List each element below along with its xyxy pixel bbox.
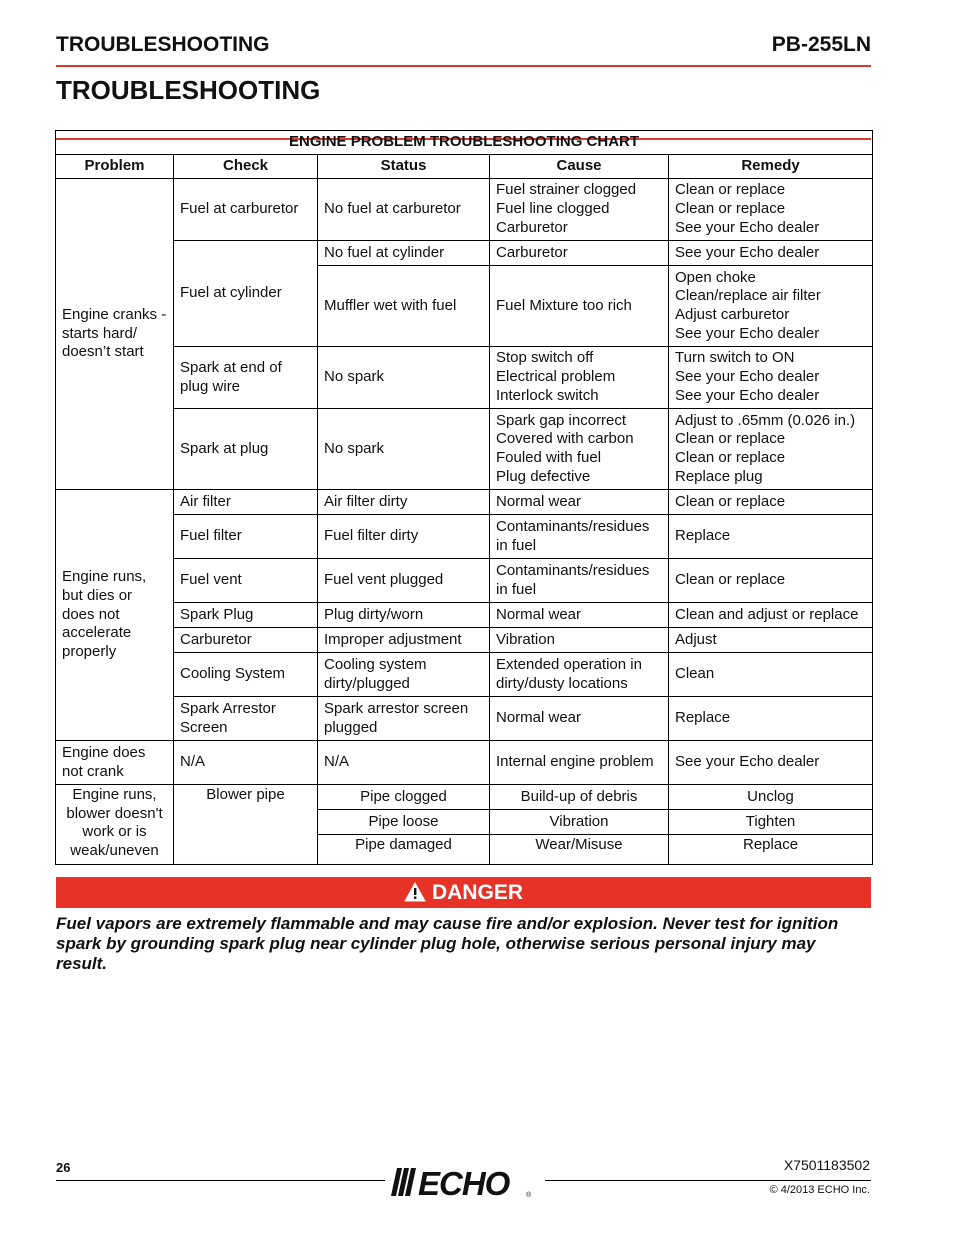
cause-cell: Vibration bbox=[490, 810, 669, 835]
remedy-cell: Replace bbox=[669, 515, 873, 559]
cause-cell: Internal engine problem bbox=[490, 741, 669, 785]
status-cell: Pipe clogged bbox=[318, 785, 490, 810]
document-number: X7501183502 bbox=[783, 1157, 870, 1173]
table-row bbox=[56, 409, 873, 490]
column-header: Remedy bbox=[669, 155, 873, 179]
remedy-cell: See your Echo dealer bbox=[669, 241, 873, 266]
table-row bbox=[56, 241, 873, 266]
check-cell: Fuel filter bbox=[174, 515, 318, 559]
status-cell: No spark bbox=[318, 409, 490, 490]
status-cell: Pipe damaged bbox=[318, 835, 490, 865]
cause-cell: Fuel strainer clogged Fuel line clogged Carburetor bbox=[490, 179, 669, 241]
danger-message: Fuel vapors are extremely flammable and may cause fire and/or explosion. Never test for ignition spark by grounding spark plug near cylinder plug hole, otherwise serious personal injury may result. bbox=[56, 914, 839, 973]
cause-cell: Carburetor bbox=[490, 241, 669, 266]
check-cell: Carburetor bbox=[174, 628, 318, 653]
problem-cell: Engine cranks - starts hard/ doesn’t start bbox=[56, 179, 174, 490]
problem-cell: Engine runs, but dies or does not accelerate properly bbox=[56, 490, 174, 741]
cause-cell: Normal wear bbox=[490, 490, 669, 515]
remedy-cell: Clean or replace bbox=[669, 559, 873, 603]
cause-cell: Extended operation in dirty/dusty locations bbox=[490, 653, 669, 697]
check-cell: Fuel at cylinder bbox=[174, 241, 318, 347]
table-row bbox=[56, 559, 873, 603]
chart-title: ENGINE PROBLEM TROUBLESHOOTING CHART bbox=[56, 131, 873, 155]
remedy-cell: Clean bbox=[669, 653, 873, 697]
svg-text:ECHO: ECHO bbox=[418, 1165, 510, 1201]
status-cell: Improper adjustment bbox=[318, 628, 490, 653]
column-header: Check bbox=[174, 155, 318, 179]
status-cell: No fuel at cylinder bbox=[318, 241, 490, 266]
check-cell: Air filter bbox=[174, 490, 318, 515]
cause-cell: Stop switch off Electrical problem Interlock switch bbox=[490, 347, 669, 409]
remedy-cell: Tighten bbox=[669, 810, 873, 835]
check-cell: Spark at plug bbox=[174, 409, 318, 490]
cause-cell: Contaminants/residues in fuel bbox=[490, 515, 669, 559]
danger-banner bbox=[56, 877, 871, 908]
remedy-cell: Unclog bbox=[669, 785, 873, 810]
page-header bbox=[56, 31, 871, 67]
remedy-cell: Turn switch to ON See your Echo dealer See your Echo dealer bbox=[669, 347, 873, 409]
cause-cell: Vibration bbox=[490, 628, 669, 653]
check-cell: Spark Arrestor Screen bbox=[174, 697, 318, 741]
cause-cell: Normal wear bbox=[490, 603, 669, 628]
table-row bbox=[56, 603, 873, 628]
remedy-cell: Clean or replace Clean or replace See your Echo dealer bbox=[669, 179, 873, 241]
check-cell: Fuel at carburetor bbox=[174, 179, 318, 241]
status-cell: Cooling system dirty/plugged bbox=[318, 653, 490, 697]
cause-cell: Wear/Misuse bbox=[490, 835, 669, 865]
status-cell: No fuel at carburetor bbox=[318, 179, 490, 241]
remedy-cell: See your Echo dealer bbox=[669, 741, 873, 785]
table-row bbox=[56, 785, 873, 810]
check-cell: Spark at end of plug wire bbox=[174, 347, 318, 409]
table-row bbox=[56, 653, 873, 697]
status-cell: Spark arrestor screen plugged bbox=[318, 697, 490, 741]
cause-cell: Normal wear bbox=[490, 697, 669, 741]
echo-logo bbox=[385, 1163, 545, 1201]
cause-cell: Build-up of debris bbox=[490, 785, 669, 810]
check-cell: Spark Plug bbox=[174, 603, 318, 628]
page-number: 26 bbox=[56, 1160, 71, 1175]
status-cell: N/A bbox=[318, 741, 490, 785]
cause-cell: Spark gap incorrect Covered with carbon Fouled with fuel Plug defective bbox=[490, 409, 669, 490]
header-section: TROUBLESHOOTING bbox=[56, 33, 270, 56]
table-row bbox=[56, 697, 873, 741]
table-row bbox=[56, 490, 873, 515]
check-cell: Cooling System bbox=[174, 653, 318, 697]
cause-cell: Contaminants/residues in fuel bbox=[490, 559, 669, 603]
status-cell: Plug dirty/worn bbox=[318, 603, 490, 628]
remedy-cell: Open choke Clean/replace air filter Adjust carburetor See your Echo dealer bbox=[669, 266, 873, 347]
table-row bbox=[56, 741, 873, 785]
danger-label: DANGER bbox=[431, 881, 523, 904]
status-cell: No spark bbox=[318, 347, 490, 409]
check-cell: Blower pipe bbox=[174, 785, 318, 865]
status-cell: Air filter dirty bbox=[318, 490, 490, 515]
column-header: Cause bbox=[490, 155, 669, 179]
column-header: Problem bbox=[56, 155, 174, 179]
remedy-cell: Clean and adjust or replace bbox=[669, 603, 873, 628]
warning-triangle-icon bbox=[404, 880, 426, 911]
table-row bbox=[56, 515, 873, 559]
svg-text:®: ® bbox=[526, 1192, 532, 1199]
remedy-cell: Replace bbox=[669, 835, 873, 865]
check-cell: N/A bbox=[174, 741, 318, 785]
table-row bbox=[56, 628, 873, 653]
check-cell: Fuel vent bbox=[174, 559, 318, 603]
remedy-cell: Adjust to .65mm (0.026 in.) Clean or replace Clean or replace Replace plug bbox=[669, 409, 873, 490]
status-cell: Pipe loose bbox=[318, 810, 490, 835]
copyright: © 4/2013 ECHO Inc. bbox=[769, 1184, 870, 1196]
status-cell: Muffler wet with fuel bbox=[318, 266, 490, 347]
problem-cell: Engine does not crank bbox=[56, 741, 174, 785]
cause-cell: Fuel Mixture too rich bbox=[490, 266, 669, 347]
header-model: PB-255LN bbox=[771, 33, 871, 56]
remedy-cell: Replace bbox=[669, 697, 873, 741]
remedy-cell: Clean or replace bbox=[669, 490, 873, 515]
table-row bbox=[56, 347, 873, 409]
troubleshooting-chart bbox=[55, 130, 873, 865]
page-title: TROUBLESHOOTING bbox=[56, 75, 321, 105]
problem-cell: Engine runs, blower doesn't work or is weak/uneven bbox=[56, 785, 174, 865]
table-row bbox=[56, 179, 873, 241]
status-cell: Fuel filter dirty bbox=[318, 515, 490, 559]
remedy-cell: Adjust bbox=[669, 628, 873, 653]
column-header: Status bbox=[318, 155, 490, 179]
status-cell: Fuel vent plugged bbox=[318, 559, 490, 603]
